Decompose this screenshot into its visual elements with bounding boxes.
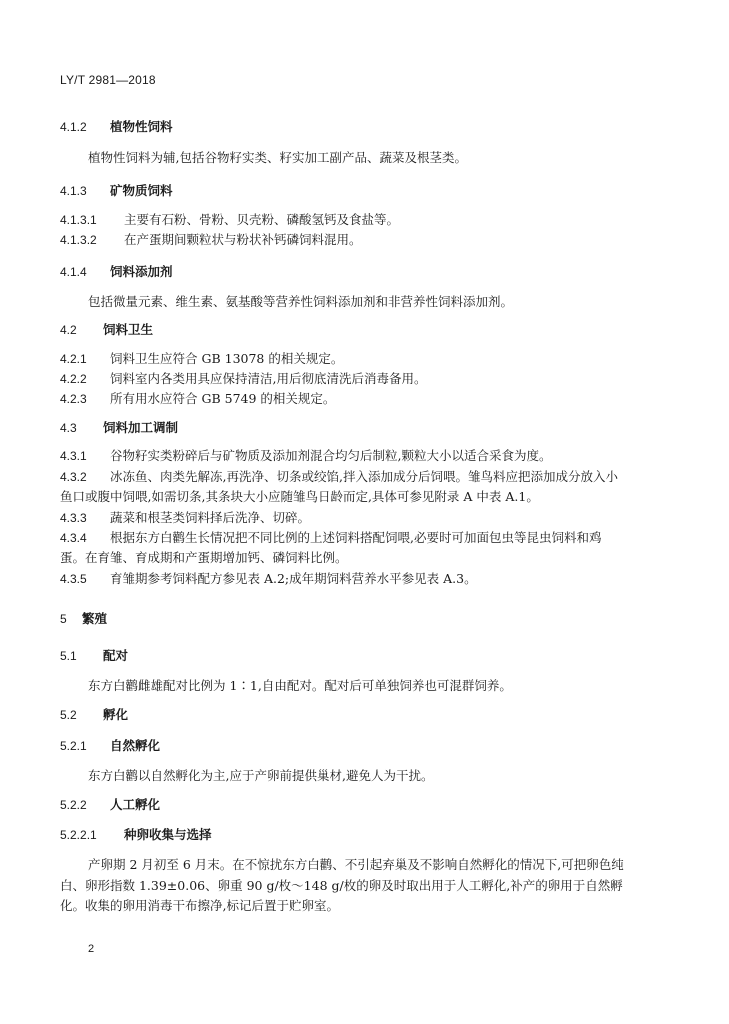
clause-number: 4.2 xyxy=(60,323,77,337)
standard-number: LY/T 2981—2018 xyxy=(60,73,156,87)
clause-number: 4.2.1 xyxy=(60,352,87,366)
clause-text: 根据东方白鹳生长情况把不同比例的上述饲料搭配饲喂,必要时可加面包虫等昆虫饲料和鸡 xyxy=(110,530,602,545)
clause-text: 饲料卫生应符合 GB 13078 的相关规定。 xyxy=(110,351,344,366)
clause-text: 东方白鹳以自然孵化为主,应于产卵前提供巢材,避免人为干扰。 xyxy=(88,768,434,783)
clause-heading: 矿物质饲料 xyxy=(110,183,173,198)
clause-number: 4.1.2 xyxy=(60,120,87,134)
clause-text: 饲料室内各类用具应保持清洁,用后彻底清洗后消毒备用。 xyxy=(110,371,427,386)
clause-number: 4.1.3.1 xyxy=(60,213,97,227)
clause-number: 5 xyxy=(60,612,67,626)
clause-text: 白、卵形指数 1.39±0.06、卵重 90 g/枚～148 g/枚的卵及时取出用于人工孵化,补产的卵用于自然孵 xyxy=(60,878,623,893)
clause-heading: 繁殖 xyxy=(82,611,108,626)
clause-number: 4.1.3.2 xyxy=(60,233,97,247)
clause-heading: 种卵收集与选择 xyxy=(124,827,212,842)
clause-text: 鱼口或腹中饲喂,如需切条,其条块大小应随雏鸟日龄而定,具体可参见附录 A 中表 A.1。 xyxy=(60,489,539,504)
clause-text: 化。收集的卵用消毒干布擦净,标记后置于贮卵室。 xyxy=(60,898,339,913)
clause-heading: 人工孵化 xyxy=(110,797,161,812)
clause-number: 4.3.3 xyxy=(60,511,87,525)
clause-heading: 饲料添加剂 xyxy=(110,264,173,279)
clause-number: 5.1 xyxy=(60,649,77,663)
clause-heading: 自然孵化 xyxy=(110,738,161,753)
clause-text: 冰冻鱼、肉类先解冻,再洗净、切条或绞馅,拌入添加成分后饲喂。雏鸟料应把添加成分放入小 xyxy=(110,469,618,484)
clause-heading: 植物性饲料 xyxy=(110,119,173,134)
clause-number: 5.2.2.1 xyxy=(60,828,97,842)
clause-text: 植物性饲料为辅,包括谷物籽实类、籽实加工副产品、蔬菜及根茎类。 xyxy=(88,150,467,165)
clause-number: 4.2.2 xyxy=(60,372,87,386)
clause-number: 4.1.4 xyxy=(60,265,87,279)
clause-text: 谷物籽实类粉碎后与矿物质及添加剂混合均匀后制粒,颗粒大小以适合采食为度。 xyxy=(110,448,552,463)
clause-number: 5.2.1 xyxy=(60,739,87,753)
clause-number: 4.1.3 xyxy=(60,184,87,198)
clause-text: 东方白鹳雌雄配对比例为 1∶1,自由配对。配对后可单独饲养也可混群饲养。 xyxy=(88,678,512,693)
clause-heading: 饲料加工调制 xyxy=(103,420,179,435)
clause-text: 在产蛋期间颗粒状与粉状补钙磷饲料混用。 xyxy=(124,232,362,247)
clause-number: 4.3 xyxy=(60,421,77,435)
clause-number: 5.2.2 xyxy=(60,798,87,812)
clause-number: 4.3.5 xyxy=(60,572,87,586)
clause-text: 产卵期 2 月初至 6 月末。在不惊扰东方白鹳、不引起弃巢及不影响自然孵化的情况下,可把卵色纯 xyxy=(88,857,624,872)
clause-heading: 配对 xyxy=(103,648,129,663)
clause-heading: 饲料卫生 xyxy=(103,322,154,337)
clause-text: 包括微量元素、维生素、氨基酸等营养性饲料添加剂和非营养性饲料添加剂。 xyxy=(88,294,514,309)
clause-number: 4.3.4 xyxy=(60,531,87,545)
clause-text: 蔬菜和根茎类饲料择后洗净、切碎。 xyxy=(110,510,311,525)
clause-number: 4.3.1 xyxy=(60,449,87,463)
clause-text: 所有用水应符合 GB 5749 的相关规定。 xyxy=(110,391,336,406)
clause-heading: 孵化 xyxy=(103,707,129,722)
clause-text: 主要有石粉、骨粉、贝壳粉、磷酸氢钙及食盐等。 xyxy=(124,212,400,227)
clause-text: 育雏期参考饲料配方参见表 A.2;成年期饲料营养水平参见表 A.3。 xyxy=(110,571,477,586)
clause-number: 4.3.2 xyxy=(60,470,87,484)
page-number: 2 xyxy=(88,943,95,955)
clause-number: 5.2 xyxy=(60,708,77,722)
clause-number: 4.2.3 xyxy=(60,392,87,406)
clause-text: 蛋。在育雏、育成期和产蛋期增加钙、磷饲料比例。 xyxy=(60,550,348,565)
